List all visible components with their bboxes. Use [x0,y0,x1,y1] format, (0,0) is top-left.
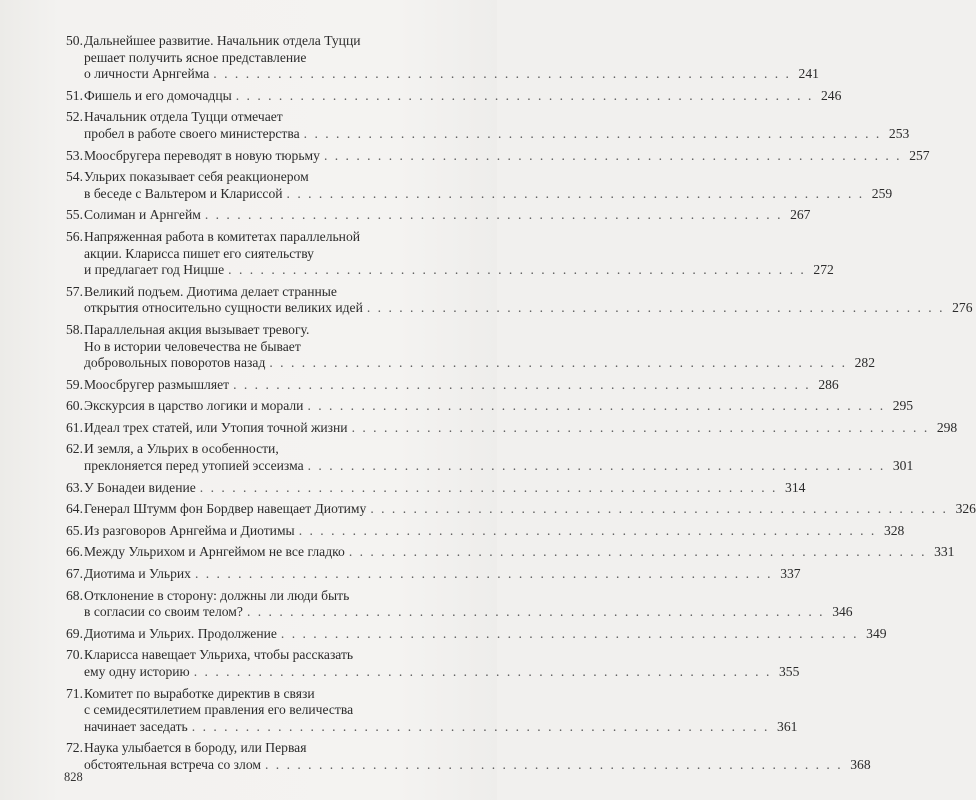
toc-entry [66,147,930,165]
toc-entry-line [66,66,819,83]
toc-entry-line [66,125,910,143]
toc-entry-number: 66. [66,544,83,560]
toc-entry-line [66,246,456,263]
toc-entry-text: Но в истории человечества не бывает [84,338,301,354]
toc-entry-line [66,398,914,415]
toc-entry-text: решает получить ясное представление [84,49,307,65]
toc-entry [66,501,976,518]
toc-entry-line [66,544,955,561]
toc-entry-text: пробел в работе своего министерства [84,125,300,141]
toc-entry [66,207,811,224]
toc-entry-page: 282 [854,355,876,371]
toc-entry [66,647,800,680]
toc-entry-number: 60. [66,398,83,414]
toc-entry [66,87,842,105]
toc-entry-page: 259 [871,185,893,201]
dot-leader: . . . . . . . . . . . . . . . . . . . . . . . . . . . . . . . . . . . . . . . . . . . . . . . . . . . . . . [235,87,814,103]
toc-entry-text: Диотима и Ульрих. Продолжение [84,625,277,641]
toc-entry-number: 70. [66,647,83,663]
toc-entry-number: 62. [66,441,83,457]
toc-entry-number: 64. [66,501,83,517]
toc-entry-number: 58. [66,321,83,337]
toc-entry-page: 355 [778,664,800,679]
toc-entry-page: 295 [892,398,914,414]
toc-entry-page: 346 [832,604,853,620]
toc-entry-heading [66,501,366,518]
toc-entry-text: открытия относительно сущности великих идей [84,300,363,316]
dot-leader: . . . . . . . . . . . . . . . . . . . . . . . . . . . . . . . . . . . . . . . . . . . . . . . . . . . . . . [193,664,772,679]
toc-entry-heading [66,398,303,415]
toc-entry-line [66,87,842,105]
toc-entry-line [66,522,905,540]
toc-entry-number: 56. [66,228,83,244]
toc-entry-text: Комитет по выработке директив в связи [84,685,315,701]
toc-entry-line [66,604,853,621]
toc-entry-line [66,458,914,475]
toc-entry-number: 67. [66,566,83,582]
toc-entry-heading [66,377,229,394]
toc-entry-text: Дальнейшее развитие. Начальник отдела Туцци [84,33,361,48]
toc-entry-heading [66,626,277,643]
toc-entry-line [66,50,456,67]
toc-entry-page: 276 [952,300,973,316]
toc-entry-line [66,756,871,774]
toc-entry-text: обстоятельная встреча со злом [84,756,261,772]
dot-leader: . . . . . . . . . . . . . . . . . . . . . . . . . . . . . . . . . . . . . . . . . . . . . . . . . . . . . . [348,544,927,560]
toc-entry-number: 61. [66,419,83,435]
toc-entry [66,544,955,561]
toc-entry-number: 51. [66,87,83,103]
toc-entry-line [66,262,834,279]
toc-entry [66,740,871,773]
dot-leader: . . . . . . . . . . . . . . . . . . . . . . . . . . . . . . . . . . . . . . . . . . . . . . . . . . . . . . [199,479,778,495]
toc-entry-line [66,686,456,703]
toc-entry [66,625,887,643]
toc-entry [66,169,893,202]
toc-entry-line [66,419,958,437]
toc-entry-line [66,647,456,664]
dot-leader: . . . . . . . . . . . . . . . . . . . . . . . . . . . . . . . . . . . . . . . . . . . . . . . . . . . . . . [246,604,825,620]
toc-entry-number: 55. [66,207,83,223]
toc-entry [66,283,973,317]
toc-entry-line [66,702,456,719]
dot-leader: . . . . . . . . . . . . . . . . . . . . . . . . . . . . . . . . . . . . . . . . . . . . . . . . . . . . . . [307,458,886,474]
toc-entry [66,441,914,474]
toc-entry-line [66,33,456,50]
toc-entry-text: Фишель и его домочадцы [84,87,232,103]
toc-entry-text: И земля, а Ульрих в особенности, [84,441,279,457]
toc-entry-page: 298 [936,419,958,435]
toc-entry-number: 72. [66,740,83,756]
toc-entry-number: 57. [66,283,83,299]
toc-entry-page: 331 [934,544,955,560]
toc-entry-line [66,718,798,736]
toc-entry-number: 65. [66,522,83,538]
toc-entry-page: 241 [798,66,819,82]
toc-entry-line [66,355,876,372]
toc-entry-text: Кларисса навещает Ульриха, чтобы рассказать [84,647,354,663]
toc-entry-line [66,229,456,246]
toc-entry-text: Из разговоров Арнгейма и Диотимы [84,522,295,538]
dot-leader: . . . . . . . . . . . . . . . . . . . . . . . . . . . . . . . . . . . . . . . . . . . . . . . . . . . . . . [298,522,877,538]
toc-entry-heading [66,207,201,224]
toc-entry-text: Солиман и Арнгейм [84,207,201,223]
toc-entry-line [66,376,839,394]
toc-entry-text: в беседе с Вальтером и Клариссой [84,185,283,201]
toc-entry-line [66,588,456,605]
toc-entry-line [66,300,973,317]
toc-entry-line [66,284,456,301]
dot-leader: . . . . . . . . . . . . . . . . . . . . . . . . . . . . . . . . . . . . . . . . . . . . . . . . . . . . . . [307,398,886,414]
toc-entry-text: Параллельная акция вызывает тревогу. [84,321,310,337]
toc-entry [66,479,806,497]
toc-entry-page: 349 [866,625,887,641]
toc-entry-page: 328 [883,522,905,538]
toc-entry-heading [66,523,295,540]
toc-entry-number: 71. [66,685,83,701]
dot-leader: . . . . . . . . . . . . . . . . . . . . . . . . . . . . . . . . . . . . . . . . . . . . . . . . . . . . . . [264,756,843,772]
dot-leader: . . . . . . . . . . . . . . . . . . . . . . . . . . . . . . . . . . . . . . . . . . . . . . . . . . . . . . [370,501,948,517]
toc-entry-page: 361 [777,718,798,734]
toc-entry-line [66,479,806,497]
dot-leader: . . . . . . . . . . . . . . . . . . . . . . . . . . . . . . . . . . . . . . . . . . . . . . . . . . . . . . [228,262,806,278]
dot-leader: . . . . . . . . . . . . . . . . . . . . . . . . . . . . . . . . . . . . . . . . . . . . . . . . . . . . . . [233,376,811,392]
toc-entry-line [66,625,887,643]
toc-entry-line [66,740,456,757]
toc-entry-page: 257 [909,147,930,163]
toc-entry-text: преклоняется перед утопией эссеизма [84,458,304,474]
toc-entry-line [66,566,801,583]
toc-entry-text: начинает заседать [84,718,188,734]
toc-entry [66,685,798,736]
toc-entry-text: Начальник отдела Туцци отмечает [84,109,283,125]
toc-entry-text: с семидесятилетием правления его величества [84,702,354,718]
toc-entry-line [66,169,456,186]
toc-entry-page: 286 [818,376,839,392]
toc-entry-text: добровольных поворотов назад [84,355,266,371]
page-number: 828 [64,770,83,784]
toc-entry [66,33,819,83]
toc-entry-text: о личности Арнгейма [84,66,210,82]
toc-entry-text: Наука улыбается в бороду, или Первая [84,740,307,756]
toc-entry-heading [66,148,320,165]
toc-entry [66,321,876,372]
table-of-contents [66,33,976,779]
toc-entry-page: 368 [850,756,871,772]
toc-entry [66,587,853,621]
toc-entry-text: Диотима и Ульрих [84,566,191,582]
toc-entry-line [66,207,811,224]
toc-entry-text: У Бонадеи видение [84,479,196,495]
dot-leader: . . . . . . . . . . . . . . . . . . . . . . . . . . . . . . . . . . . . . . . . . . . . . . . . . . . . . . [366,300,945,316]
toc-entry-line [66,664,800,681]
dot-leader: . . . . . . . . . . . . . . . . . . . . . . . . . . . . . . . . . . . . . . . . . . . . . . . . . . . . . . [280,625,859,641]
toc-entry-line [66,339,456,356]
toc-entry-line [66,185,893,203]
toc-entry-line [66,147,930,165]
toc-entry-text: Ульрих показывает себя реакционером [84,169,309,185]
toc-entry-page: 246 [820,87,842,103]
dot-leader: . . . . . . . . . . . . . . . . . . . . . . . . . . . . . . . . . . . . . . . . . . . . . . . . . . . . . . [351,419,930,435]
toc-entry-line [66,322,456,339]
toc-entry-text: Напряженная работа в комитетах параллельной [84,228,361,244]
toc-entry-line [66,501,976,518]
toc-entry-number: 68. [66,587,83,603]
toc-entry-page: 314 [785,479,806,495]
toc-entry-number: 63. [66,479,83,495]
toc-entry-text: ему одну историю [84,664,190,679]
toc-entry-text: акции. Кларисса пишет его сиятельству [84,245,314,261]
toc-entry-text: Отклонение в сторону: должны ли люди быть [84,587,350,603]
toc-entry-text: Экскурсия в царство логики и морали [84,398,304,414]
toc-entry [66,228,834,279]
dot-leader: . . . . . . . . . . . . . . . . . . . . . . . . . . . . . . . . . . . . . . . . . . . . . . . . . . . . . . [269,355,848,371]
toc-entry-number: 54. [66,169,83,185]
toc-entry-heading [66,544,345,561]
toc-entry-heading [66,88,232,105]
toc-entry-heading [66,420,348,437]
toc-entry-number: 50. [66,33,83,48]
toc-entry-number: 53. [66,147,83,163]
toc-entry [66,109,910,142]
toc-entry-number: 69. [66,625,83,641]
toc-entry-line [66,109,456,126]
dot-leader: . . . . . . . . . . . . . . . . . . . . . . . . . . . . . . . . . . . . . . . . . . . . . . . . . . . . . . [286,185,865,201]
toc-entry-text: Идеал трех статей, или Утопия точной жизни [84,419,348,435]
toc-entry-heading [66,480,196,497]
dot-leader: . . . . . . . . . . . . . . . . . . . . . . . . . . . . . . . . . . . . . . . . . . . . . . . . . . . . . . [323,147,902,163]
toc-entry-text: Между Ульрихом и Арнгеймом не все гладко [84,544,345,560]
toc-entry-page: 337 [780,566,801,582]
toc-entry-page: 301 [892,458,914,474]
toc-entry-heading [66,566,191,583]
toc-entry [66,566,801,583]
dot-leader: . . . . . . . . . . . . . . . . . . . . . . . . . . . . . . . . . . . . . . . . . . . . . . . . . . . . . . [194,566,773,582]
toc-entry [66,398,914,415]
toc-entry-text: Моосбругера переводят в новую тюрьму [84,147,320,163]
dot-leader: . . . . . . . . . . . . . . . . . . . . . . . . . . . . . . . . . . . . . . . . . . . . . . . . . . . . . . [213,66,791,82]
toc-entry-page: 272 [813,262,834,278]
dot-leader: . . . . . . . . . . . . . . . . . . . . . . . . . . . . . . . . . . . . . . . . . . . . . . . . . . . . . . [303,125,882,141]
toc-entry-text: и предлагает год Ницше [84,262,225,278]
toc-entry [66,419,958,437]
toc-entry-page: 267 [790,207,811,223]
toc-entry-text: Моосбругер размышляет [84,376,230,392]
toc-entry-text: Генерал Штумм фон Бордвер навещает Диотиму [84,501,367,517]
toc-entry-number: 52. [66,109,83,125]
toc-entry [66,376,839,394]
toc-entry [66,522,905,540]
toc-entry-text: Великий подъем. Диотима делает странные [84,283,337,299]
dot-leader: . . . . . . . . . . . . . . . . . . . . . . . . . . . . . . . . . . . . . . . . . . . . . . . . . . . . . . [204,207,783,223]
toc-entry-page: 326 [955,501,976,517]
toc-entry-page: 253 [888,125,910,141]
toc-entry-text: в согласии со своим телом? [84,604,243,620]
toc-entry-line [66,441,456,458]
toc-entry-number: 59. [66,376,83,392]
dot-leader: . . . . . . . . . . . . . . . . . . . . . . . . . . . . . . . . . . . . . . . . . . . . . . . . . . . . . . [191,718,770,734]
